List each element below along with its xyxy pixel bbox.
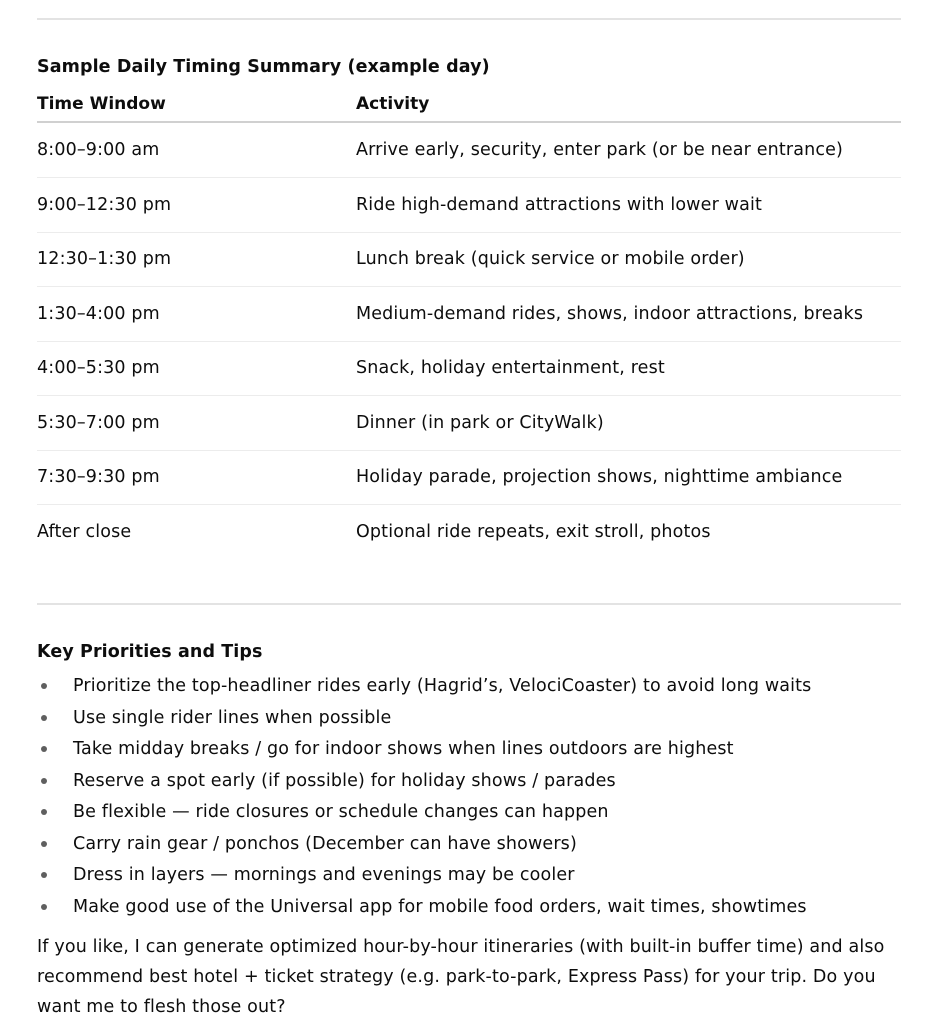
- bullet-icon: [41, 778, 47, 784]
- list-item-text: Use single rider lines when possible: [73, 707, 392, 728]
- list-item: [37, 893, 901, 925]
- list-item: [37, 735, 901, 767]
- closing-line: want me to flesh those out?: [37, 997, 286, 1017]
- bullet-icon: [41, 841, 47, 847]
- activity-cell: Arrive early, security, enter park (or be near entrance): [356, 140, 844, 160]
- bullet-icon: [41, 715, 47, 721]
- list-item: [37, 861, 901, 893]
- table-row: [37, 450, 901, 505]
- time-window-cell: After close: [37, 522, 132, 542]
- section-divider: [37, 603, 901, 605]
- table-row: [37, 396, 901, 451]
- tips-list: [37, 672, 901, 924]
- list-item: [37, 830, 901, 862]
- list-item-text: Make good use of the Universal app for mobile food orders, wait times, showtimes: [73, 896, 807, 917]
- activity-cell: Lunch break (quick service or mobile order): [356, 249, 745, 269]
- list-item: [37, 767, 901, 799]
- table-header-activity: Activity: [356, 94, 430, 114]
- table-row: [37, 178, 901, 233]
- activity-cell: Optional ride repeats, exit stroll, photos: [356, 522, 711, 542]
- list-item: [37, 798, 901, 830]
- list-item-text: Prioritize the top-headliner rides early (Hagrid’s, VelociCoaster) to avoid long waits: [73, 676, 812, 696]
- list-item: [37, 672, 901, 704]
- tips-section-title: Key Priorities and Tips: [37, 642, 263, 662]
- activity-cell: Ride high-demand attractions with lower wait: [356, 195, 762, 215]
- list-item-text: Carry rain gear / ponchos (December can have showers): [73, 833, 577, 854]
- list-item-text: Take midday breaks / go for indoor shows when lines outdoors are highest: [73, 739, 734, 759]
- time-window-cell: 4:00–5:30 pm: [37, 358, 160, 378]
- bullet-icon: [41, 904, 47, 910]
- table-header-time-window: Time Window: [37, 94, 166, 114]
- top-divider: [37, 18, 901, 20]
- time-window-cell: 9:00–12:30 pm: [37, 195, 172, 215]
- table-row: [37, 341, 901, 396]
- closing-line: If you like, I can generate optimized hour-by-hour itineraries (with built-in buffer time) and also: [37, 937, 885, 957]
- closing-line: recommend best hotel + ticket strategy (e.g. park-to-park, Express Pass) for your trip. Do you: [37, 967, 876, 987]
- bullet-icon: [41, 683, 47, 689]
- closing-paragraph: [37, 932, 901, 1022]
- table-row: [37, 232, 901, 287]
- activity-cell: Medium-demand rides, shows, indoor attractions, breaks: [356, 304, 864, 324]
- list-item-text: Reserve a spot early (if possible) for holiday shows / parades: [73, 770, 616, 791]
- time-window-cell: 8:00–9:00 am: [37, 140, 160, 160]
- time-window-cell: 7:30–9:30 pm: [37, 467, 160, 487]
- time-window-cell: 1:30–4:00 pm: [37, 304, 160, 324]
- table-row: [37, 123, 901, 178]
- bullet-icon: [41, 872, 47, 878]
- activity-cell: Snack, holiday entertainment, rest: [356, 358, 665, 378]
- list-item-text: Be flexible — ride closures or schedule changes can happen: [73, 802, 609, 822]
- bullet-icon: [41, 809, 47, 815]
- list-item: [37, 704, 901, 736]
- bullet-icon: [41, 746, 47, 752]
- activity-cell: Dinner (in park or CityWalk): [356, 413, 604, 433]
- timing-section-title: Sample Daily Timing Summary (example day): [37, 57, 490, 77]
- time-window-cell: 12:30–1:30 pm: [37, 249, 172, 269]
- table-row: [37, 287, 901, 342]
- activity-cell: Holiday parade, projection shows, nighttime ambiance: [356, 467, 843, 487]
- table-row: [37, 505, 901, 560]
- time-window-cell: 5:30–7:00 pm: [37, 413, 160, 433]
- list-item-text: Dress in layers — mornings and evenings may be cooler: [73, 865, 575, 885]
